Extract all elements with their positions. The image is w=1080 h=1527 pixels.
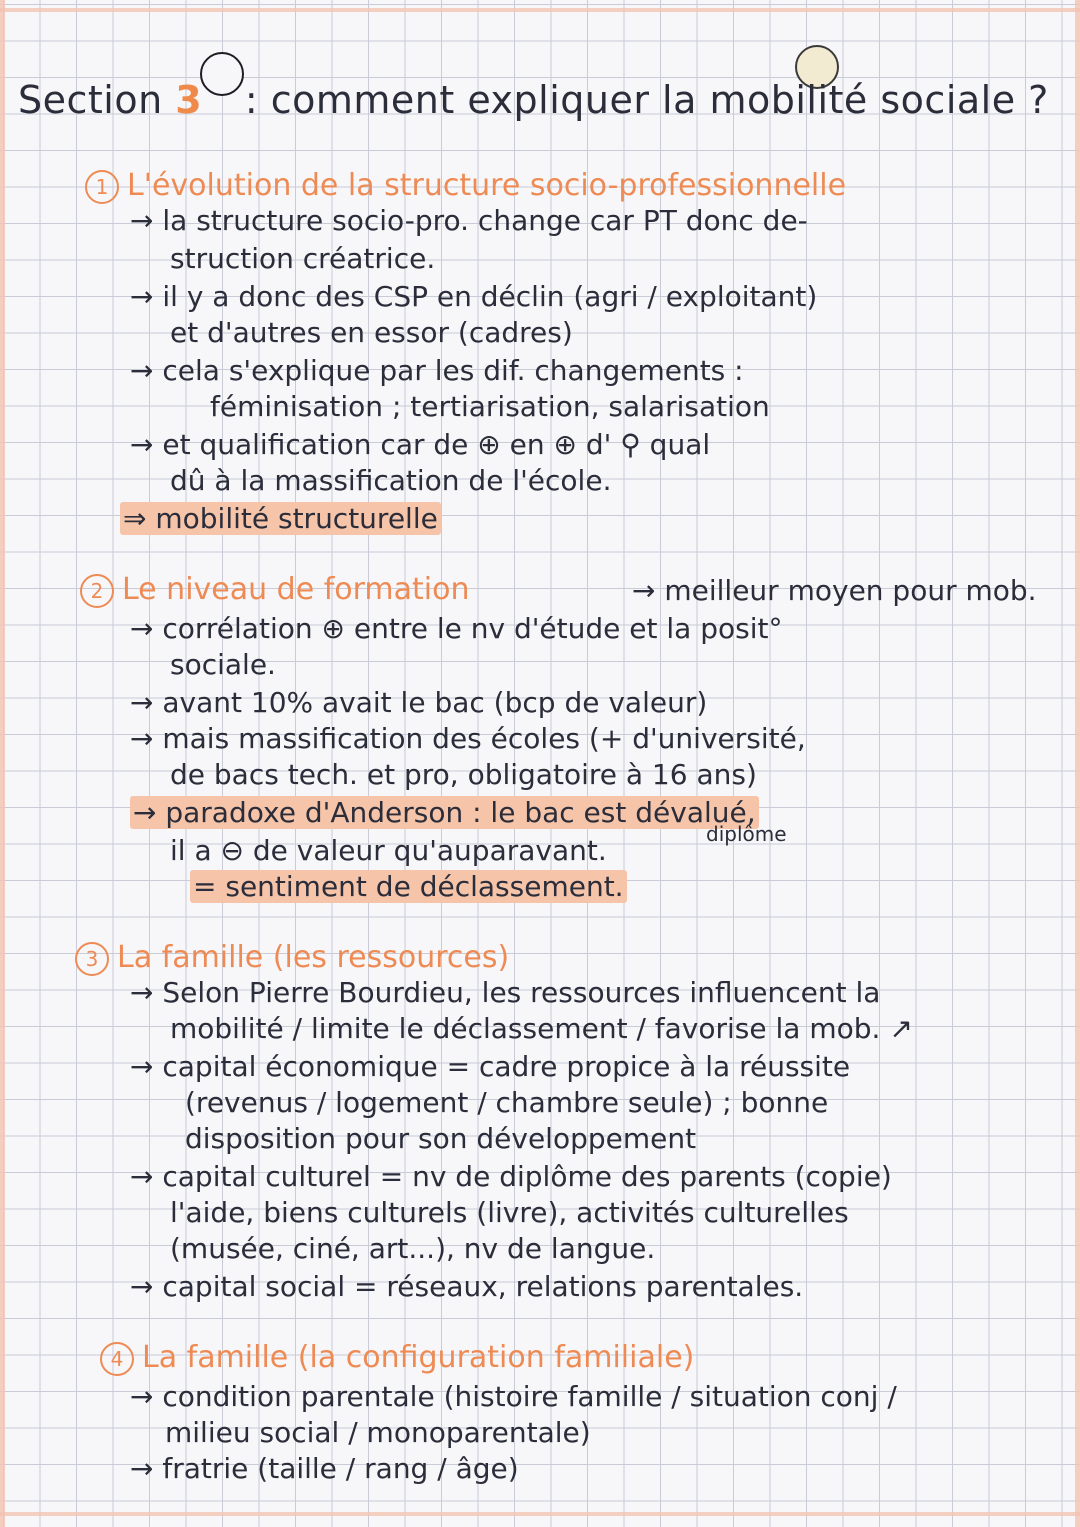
section-3-line-3: → capital économique = cadre propice à la réussite — [130, 1050, 851, 1083]
section-1-line-2: struction créatrice. — [170, 242, 436, 275]
section-4-line-2: milieu social / monoparentale) — [165, 1416, 591, 1449]
section-1-line-7: → et qualification car de ⊕ en ⊕ d' ⚲ qual — [130, 428, 711, 461]
title-prefix: Section — [18, 78, 163, 122]
section-3-line-5: disposition pour son développement — [185, 1122, 697, 1155]
section-4-line-3: → fratrie (taille / rang / âge) — [130, 1452, 519, 1485]
section-1-line-9 — [120, 502, 441, 536]
right-margin-line — [1075, 0, 1080, 1527]
section-1-line-1: → la structure socio-pro. change car PT donc de- — [130, 204, 808, 237]
section-2-heading — [80, 572, 470, 608]
anderson-paradox-highlight: → paradoxe d'Anderson : le bac est dévalué, — [130, 796, 759, 829]
section-1-title: L'évolution de la structure socio-professionnelle — [127, 168, 847, 203]
section-4-title: La famille (la configuration familiale) — [142, 1340, 695, 1375]
title-section-number: 3 — [175, 78, 203, 122]
title-text: : comment expliquer la mobilité sociale ? — [244, 78, 1049, 122]
section-3-title: La famille (les ressources) — [117, 940, 510, 975]
section-2-line-7: il a ⊖ de valeur qu'auparavant. — [170, 834, 607, 867]
section-2-title: Le niveau de formation — [122, 572, 470, 607]
section-3-line-4: (revenus / logement / chambre seule) ; bonne — [185, 1086, 829, 1119]
left-margin-line — [0, 0, 5, 1527]
top-margin-line — [0, 8, 1080, 12]
section-2-line-6 — [130, 796, 759, 830]
section-2-line-1: → corrélation ⊕ entre le nv d'étude et la posit° — [130, 612, 783, 645]
section-2-annotation: diplôme — [706, 822, 787, 846]
section-3-line-1: → Selon Pierre Bourdieu, les ressources influencent la — [130, 976, 881, 1009]
section-1-line-6: féminisation ; tertiarisation, salarisation — [210, 390, 770, 423]
section-1-line-8: dû à la massification de l'école. — [170, 464, 612, 497]
section-4-line-1: → condition parentale (histoire famille / situation conj / — [130, 1380, 897, 1413]
section-1-line-5: → cela s'explique par les dif. changements : — [130, 354, 744, 387]
section-1-number: 1 — [85, 170, 119, 204]
section-2-line-4: → mais massification des écoles (+ d'université, — [130, 722, 806, 755]
section-2-line-8 — [190, 870, 627, 904]
section-2-side-note: → meilleur moyen pour mob. — [632, 574, 1037, 607]
section-1-line-4: et d'autres en essor (cadres) — [170, 316, 573, 349]
section-2-line-3: → avant 10% avait le bac (bcp de valeur) — [130, 686, 708, 719]
section-3-heading — [75, 940, 509, 976]
section-4-heading — [100, 1340, 694, 1376]
section-3-line-9: → capital social = réseaux, relations parentales. — [130, 1270, 804, 1303]
section-1-heading — [85, 168, 846, 204]
section-3-line-8: (musée, ciné, art...), nv de langue. — [170, 1232, 656, 1265]
section-2-line-2: sociale. — [170, 648, 276, 681]
page-title — [18, 78, 1049, 122]
bottom-margin-line — [0, 1512, 1080, 1516]
section-3-number: 3 — [75, 942, 109, 976]
section-2-line-5: de bacs tech. et pro, obligatoire à 16 ans) — [170, 758, 757, 791]
section-3-line-2: mobilité / limite le déclassement / favorise la mob. ↗ — [170, 1012, 913, 1045]
structural-mobility-highlight: ⇒ mobilité structurelle — [120, 502, 441, 535]
declassement-highlight: = sentiment de déclassement. — [190, 870, 627, 903]
section-4-number: 4 — [100, 1342, 134, 1376]
section-3-line-7: l'aide, biens culturels (livre), activités culturelles — [170, 1196, 849, 1229]
section-1-line-3: → il y a donc des CSP en déclin (agri / exploitant) — [130, 280, 818, 313]
section-3-line-6: → capital culturel = nv de diplôme des parents (copie) — [130, 1160, 892, 1193]
section-2-number: 2 — [80, 574, 114, 608]
